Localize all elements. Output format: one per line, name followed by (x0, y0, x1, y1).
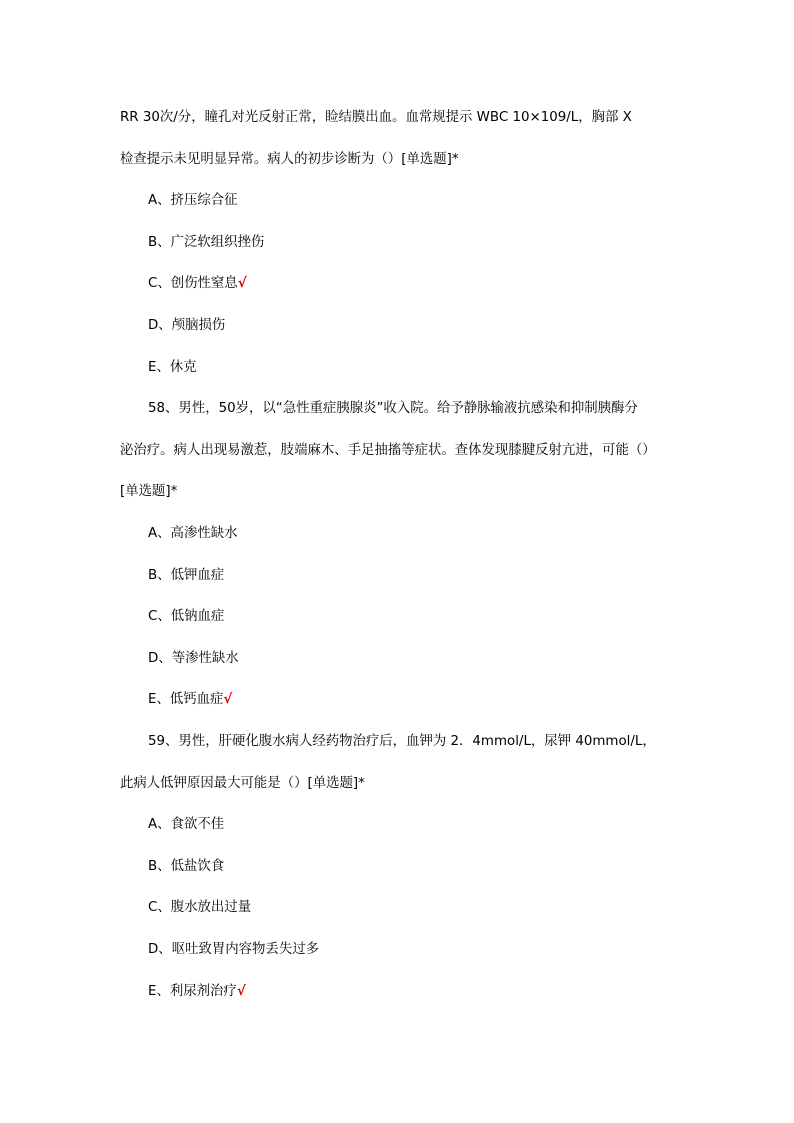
q57-option-a[interactable] (148, 191, 238, 211)
option-text: A、高渗性缺水 (148, 526, 238, 541)
q57-stem-line-1: RR 30次/分，瞳孔对光反射正常，睑结膜出血。血常规提示 WBC 10×109/L，胸部 X (120, 110, 632, 125)
option-text: C、创伤性窒息 (148, 276, 238, 291)
q57-option-c[interactable] (148, 274, 247, 294)
option-text: D、等渗性缺水 (148, 651, 239, 666)
correct-check-mark: √ (236, 984, 246, 999)
q58-stem-line-1: 58、男性，50岁，以“急性重症胰腺炎”收入院。给予静脉输液抗感染和抑制胰酶分 (148, 401, 638, 416)
option-text: C、低钠血症 (148, 609, 225, 624)
q58-option-d[interactable] (148, 649, 239, 669)
option-text: E、利尿剂治疗 (148, 984, 237, 999)
option-text: D、颅脑损伤 (148, 318, 226, 333)
option-text: E、低钙血症 (148, 692, 224, 707)
option-text: A、食欲不佳 (148, 817, 225, 832)
option-text: E、休克 (148, 360, 197, 375)
option-text: D、呕吐致胃内容物丢失过多 (148, 942, 319, 957)
q59-option-e[interactable] (148, 982, 246, 1002)
q59-option-c[interactable] (148, 898, 251, 918)
option-text: B、低钾血症 (148, 568, 225, 583)
q58-option-c[interactable] (148, 607, 224, 627)
correct-check-mark: √ (237, 276, 247, 291)
q59-option-d[interactable] (148, 940, 319, 960)
q58-stem-line-3: [单选题]* (120, 484, 178, 499)
q59-option-b[interactable] (148, 857, 224, 877)
correct-check-mark: √ (223, 692, 233, 707)
q59-stem-line-1: 59、男性，肝硬化腹水病人经药物治疗后，血钾为 2．4mmol/L，尿钾 40mmol/L， (148, 734, 656, 749)
option-text: B、低盐饮食 (148, 859, 225, 874)
option-text: B、广泛软组织挫伤 (148, 235, 265, 250)
q58-stem-line-2: 泌治疗。病人出现易激惹，肢端麻木、手足抽搐等症状。查体发现膝腱反射亢进，可能（） (120, 443, 656, 458)
option-text: A、挤压综合征 (148, 193, 238, 208)
q58-option-a[interactable] (148, 524, 238, 544)
q59-stem-line-2: 此病人低钾原因最大可能是（）[单选题]* (120, 776, 365, 791)
q57-option-b[interactable] (148, 233, 264, 253)
q57-stem-line-2: 检查提示未见明显异常。病人的初步诊断为（）[单选题]* (120, 152, 459, 167)
q58-option-b[interactable] (148, 566, 224, 586)
q57-option-e[interactable] (148, 358, 197, 378)
option-text: C、腹水放出过量 (148, 900, 252, 915)
q58-option-e[interactable] (148, 690, 232, 710)
q57-option-d[interactable] (148, 316, 225, 336)
q59-option-a[interactable] (148, 815, 224, 835)
